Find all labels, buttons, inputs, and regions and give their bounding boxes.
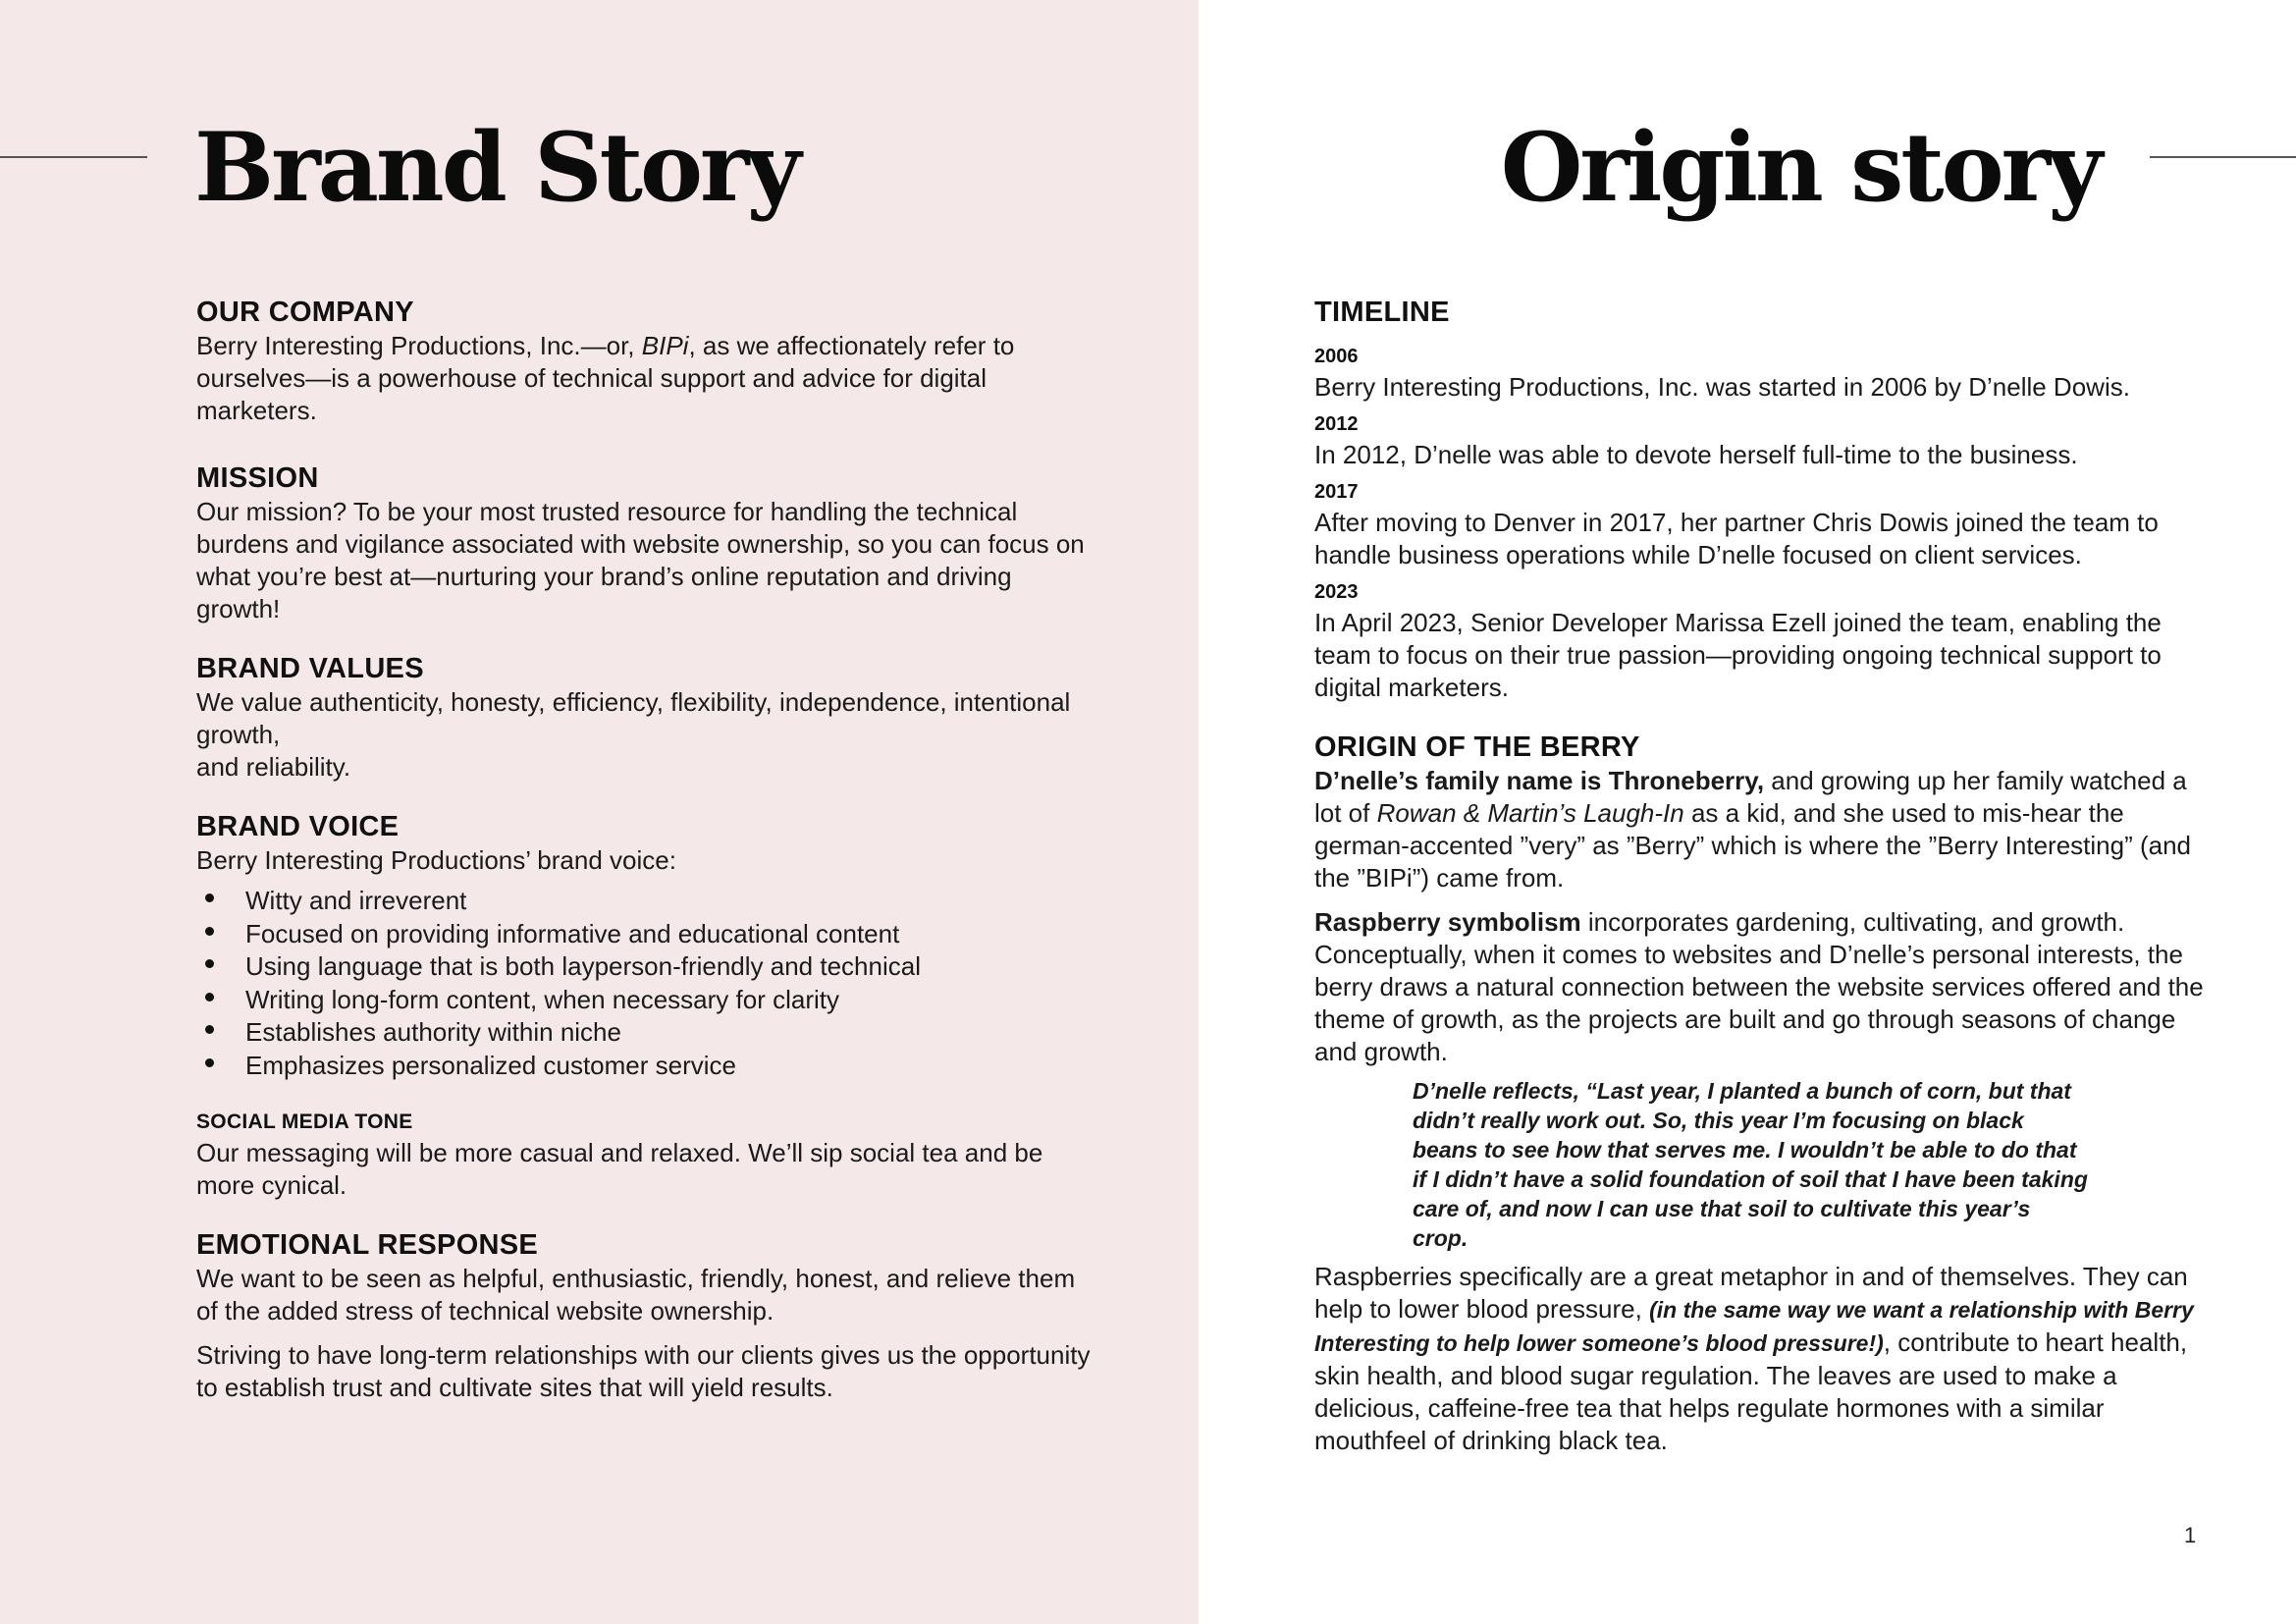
- timeline-year: 2012: [1314, 413, 1359, 435]
- brand-values-line: and reliability.: [196, 752, 351, 782]
- emotional-response-heading: EMOTIONAL RESPONSE: [196, 1229, 539, 1261]
- brand-story-column: [196, 295, 1099, 1404]
- our-company-heading: OUR COMPANY: [196, 297, 414, 328]
- show-title: Rowan & Martin’s Laugh-In: [1376, 798, 1684, 828]
- origin-paragraph-part: Raspberries specifically are a great metaphor in and of themselves. They can help to lower blood pressure,: [1314, 1262, 2188, 1324]
- our-company-text: [196, 330, 1099, 427]
- title-rule-left: [0, 156, 147, 158]
- timeline-heading: TIMELINE: [1314, 297, 1450, 328]
- list-item: Writing long-form content, when necessary for clarity: [196, 984, 1099, 1017]
- timeline-year: 2023: [1314, 581, 1359, 603]
- list-item: Focused on providing informative and educational content: [196, 918, 1099, 951]
- origin-paragraph-3: [1314, 1261, 2217, 1457]
- list-item: Witty and irreverent: [196, 885, 1099, 918]
- timeline-text: After moving to Denver in 2017, her partner Chris Dowis joined the team to handle business operations while D’nelle focused on client services.: [1314, 508, 2159, 569]
- origin-paragraph-1: [1314, 765, 2217, 894]
- list-item: Emphasizes personalized customer service: [196, 1050, 1099, 1083]
- origin-paragraph-lead: Raspberry symbolism: [1314, 907, 1581, 937]
- origin-paragraph-lead: D’nelle’s family name is Throneberry,: [1314, 766, 1765, 795]
- timeline-text: In April 2023, Senior Developer Marissa Ezell joined the team, enabling the team to focus on their true passion—providing ongoing technical support to digital marketers.: [1314, 608, 2162, 702]
- brand-voice-intro: Berry Interesting Productions’ brand voice:: [196, 845, 676, 875]
- our-company-text-part: , as we affectionately refer to ourselves—is a powerhouse of technical support and advice for digital marketers.: [196, 331, 1015, 425]
- brand-story-title: Brand Story: [194, 112, 799, 223]
- brand-values-line: We value authenticity, honesty, efficiency, flexibility, independence, intentional growth,: [196, 687, 1071, 749]
- dnelle-quote: D’nelle reflects, “Last year, I planted a bunch of corn, but that didn’t really work out. So, this year I’m focusing on black beans to see how that serves me. I wouldn’t be able to do that if I didn’t have a solid foundation of soil that I have been taking care of, and now I can use that soil to cultivate this year’s crop.: [1413, 1078, 2088, 1251]
- social-media-tone-heading: SOCIAL MEDIA TONE: [196, 1110, 413, 1133]
- origin-paragraph-2: [1314, 906, 2217, 1068]
- origin-paragraph-emphasis: (in the same way we want a relationship with Berry Interesting to help lower someone’s blood pressure!): [1314, 1297, 2194, 1356]
- origin-paragraph-part: incorporates gardening, cultivating, and growth. Conceptually, when it comes to websites and D’nelle’s personal interests, the berry draws a natural connection between the website services offered and the theme of growth, as the projects are built and go through seasons of change and growth.: [1314, 907, 2204, 1066]
- timeline-year: 2006: [1314, 346, 1359, 367]
- title-rule-right: [2150, 156, 2296, 158]
- emotional-response-text: We want to be seen as helpful, enthusiastic, friendly, honest, and relieve them of the added stress of technical website ownership.: [196, 1264, 1076, 1326]
- timeline-text: Berry Interesting Productions, Inc. was started in 2006 by D’nelle Dowis.: [1314, 372, 2130, 402]
- mission-text: Our mission? To be your most trusted resource for handling the technical burdens and vigilance associated with website ownership, so you can focus on what you’re best at—nurturing your brand’s online reputation and driving growth!: [196, 497, 1085, 623]
- brand-values-heading: BRAND VALUES: [196, 653, 424, 684]
- emotional-response-text-2: Striving to have long-term relationships with our clients gives us the opportunity to establish trust and cultivate sites that will yield results.: [196, 1340, 1091, 1402]
- brand-values-text: [196, 686, 1099, 784]
- our-company-text-part: Berry Interesting Productions, Inc.—or,: [196, 331, 642, 360]
- origin-of-berry-heading: ORIGIN OF THE BERRY: [1314, 731, 1640, 763]
- social-media-tone-text: Our messaging will be more casual and relaxed. We’ll sip social tea and be more cynical.: [196, 1138, 1043, 1200]
- origin-paragraph-part: , contribute to heart health, skin health, and blood sugar regulation. The leaves are used to make a delicious, caffeine-free tea that helps regulate hormones with a similar mouthfeel of drinking black tea.: [1314, 1327, 2188, 1455]
- list-item: Establishes authority within niche: [196, 1016, 1099, 1050]
- timeline-year: 2017: [1314, 481, 1359, 503]
- origin-story-title: Origin story: [1500, 112, 2100, 223]
- list-item: Using language that is both layperson-friendly and technical: [196, 950, 1099, 984]
- origin-paragraph-part: and growing up her family watched a lot of: [1314, 766, 2187, 828]
- brand-voice-heading: BRAND VOICE: [196, 811, 400, 842]
- timeline-text: In 2012, D’nelle was able to devote herself full-time to the business.: [1314, 440, 2078, 469]
- bipi-abbreviation: BIPi: [641, 331, 689, 360]
- origin-story-column: [1314, 295, 2217, 1457]
- page-number: 1: [2184, 1523, 2197, 1547]
- brand-voice-list: [196, 885, 1099, 1082]
- mission-heading: MISSION: [196, 462, 319, 494]
- origin-paragraph-part: as a kid, and she used to mis-hear the german-accented ”very” as ”Berry” which is where the ”Berry Interesting” (and the ”BIPi”) came from.: [1314, 798, 2191, 893]
